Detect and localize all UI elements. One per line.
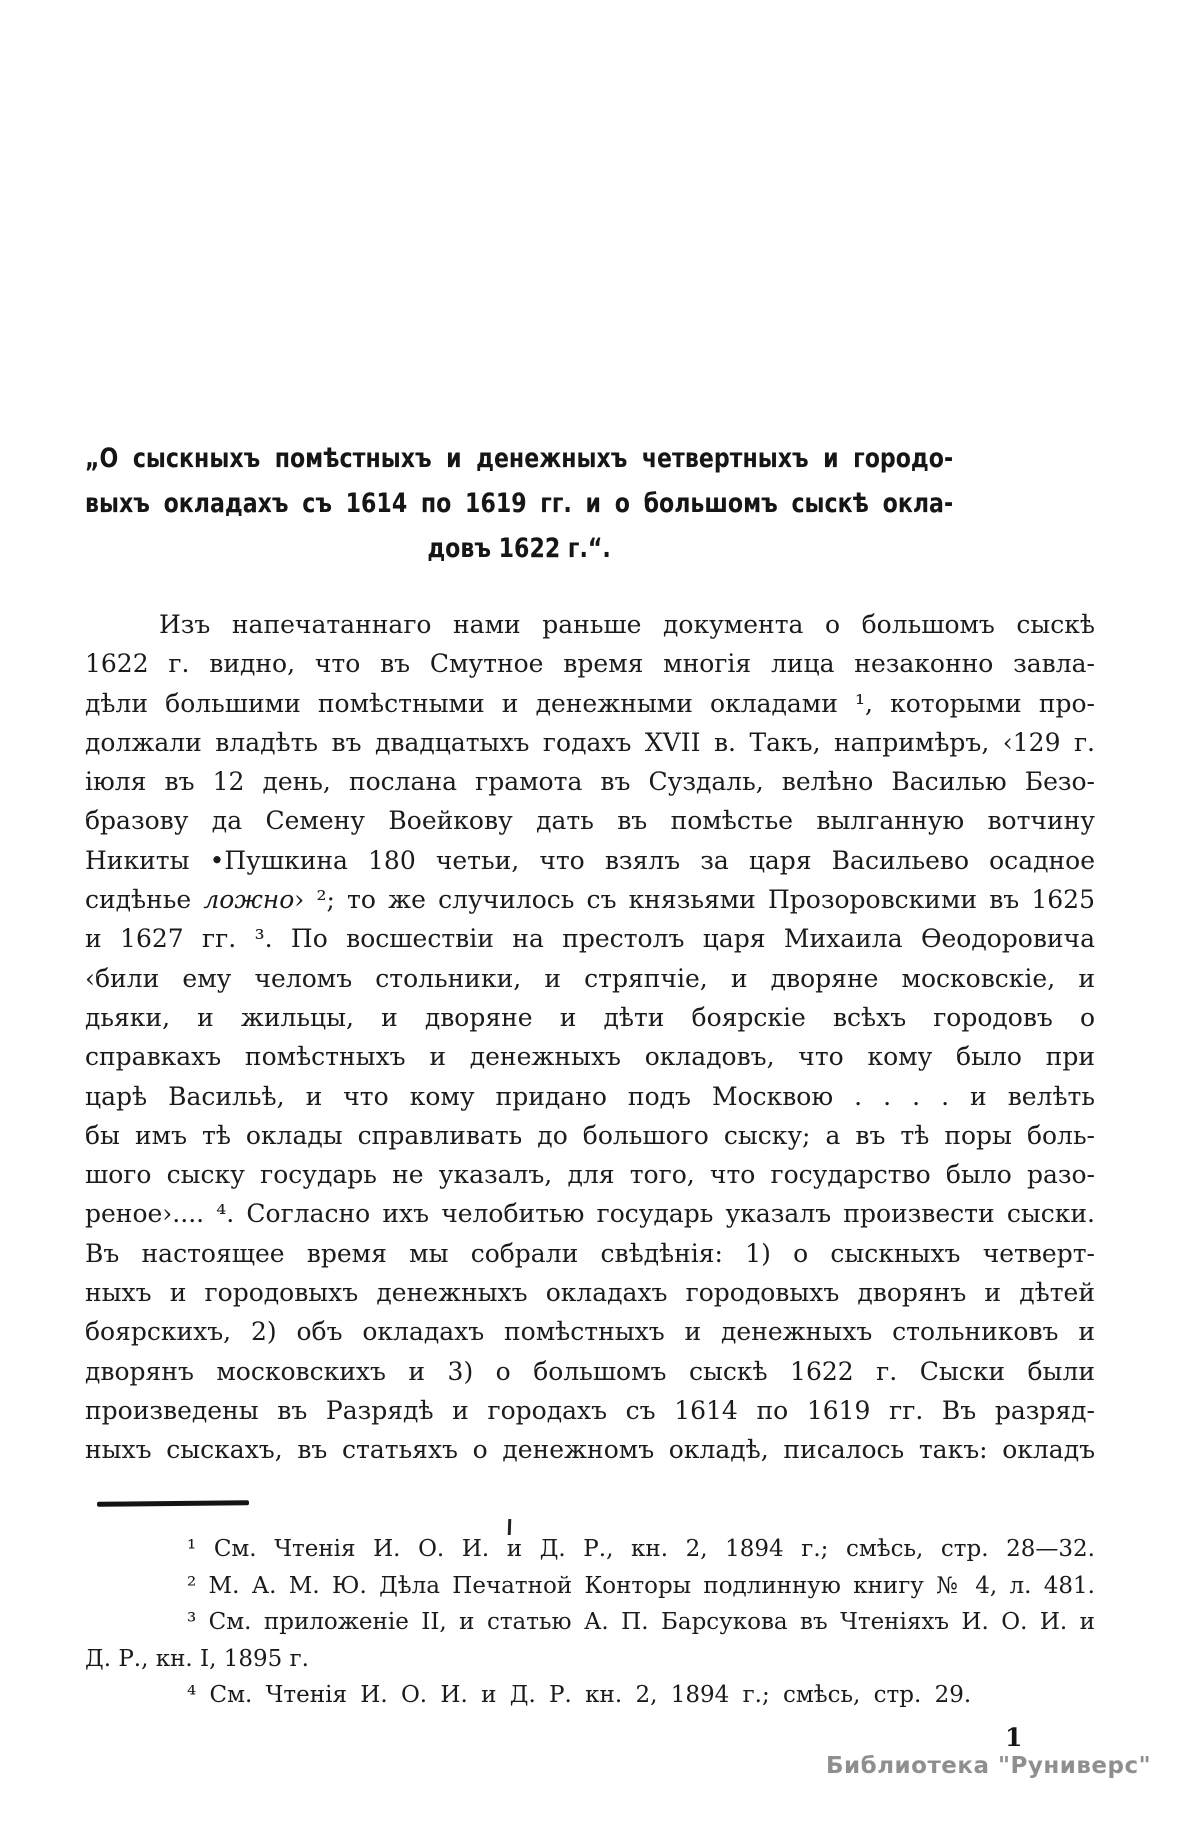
body-line: Никиты •Пушкина 180 четьи, что взялъ за царя Васильево осадное (85, 845, 1095, 875)
page-number: 1 (1005, 1723, 1023, 1752)
body-line: должали владѣть въ двадцатыхъ годахъ XVII в. Такъ, напримѣръ, ‹129 г. (85, 727, 1095, 757)
body-line: дьяки, и жильцы, и дворяне и дѣти боярскіе всѣхъ городовъ о (85, 1002, 1095, 1032)
title-line-1: „О сыскныхъ помѣстныхъ и денежныхъ четвертныхъ и городо- (85, 443, 954, 474)
body-line: реное›.... ⁴. Согласно ихъ челобитью государь указалъ произвести сыски. (85, 1199, 1095, 1229)
body-line-post: › ²; то же случилось съ князьями Прозоровскими въ 1625 (294, 885, 1095, 915)
body-line: произведены въ Разрядѣ и городахъ съ 1614 по 1619 гг. Въ разряд- (85, 1395, 1095, 1425)
body-line-with-italic (85, 880, 1095, 919)
title-line-2: выхъ окладахъ съ 1614 по 1619 гг. и о большомъ сыскѣ окла- (85, 488, 954, 519)
library-watermark: Библиотека "Руниверс" (826, 1753, 1152, 1779)
body-line: бы имъ тѣ оклады справливать до большого сыску; а въ тѣ поры боль- (85, 1120, 1095, 1150)
body-line: ныхъ и городовыхъ денежныхъ окладахъ городовыхъ дворянъ и дѣтей (85, 1278, 1095, 1308)
body-line: Изъ напечатаннаго нами раньше документа о большомъ сыскѣ (159, 610, 1095, 639)
body-line: іюля въ 12 день, послана грамота въ Суздаль, велѣно Василью Безо- (85, 767, 1095, 797)
footnote-4: ⁴ См. Чтенія И. О. И. и Д. Р. кн. 2, 1894 г.; смѣсь, стр. 29. (187, 1682, 972, 1709)
footnote-2: ² М. А. М. Ю. Дѣла Печатной Конторы подлинную книгу № 4, л. 481. (187, 1572, 1095, 1599)
body-line: 1622 г. видно, что въ Смутное время многія лица незаконно завла- (85, 649, 1095, 679)
body-line: дѣли большими помѣстными и денежными окладами ¹, которыми про- (85, 688, 1095, 718)
body-line: ‹били ему челомъ стольники, и стряпчіе, и дворяне московскіе, и (85, 963, 1095, 993)
footnote-3-line-1: ³ См. приложеніе II, и статью А. П. Барсукова въ Чтеніяхъ И. О. И. и (187, 1609, 1095, 1636)
body-paragraph (85, 605, 1095, 1470)
footnote-1: ¹ См. Чтенія И. О. И. и Д. Р., кн. 2, 1894 г.; смѣсь, стр. 28—32. (187, 1536, 1095, 1562)
body-line-pre: сидѣнье (85, 885, 204, 915)
body-line: шого сыску государь не указалъ, для того, что государство было разо- (85, 1160, 1095, 1190)
body-line-italic-word: ложно (203, 885, 295, 915)
body-line: дворянъ московскихъ и 3) о большомъ сыскѣ 1622 г. Сыски были (85, 1356, 1095, 1386)
body-line: ныхъ сыскахъ, въ статьяхъ о денежномъ окладѣ, писалось такъ: окладъ (85, 1435, 1095, 1465)
footnote-3-line-2: Д. Р., кн. I, 1895 г. (85, 1645, 309, 1672)
body-line: и 1627 гг. ³. По восшествіи на престолъ царя Михаила Ѳеодоровича (85, 924, 1095, 954)
body-line: царѣ Васильѣ, и что кому придано подъ Москвою . . . . и велѣть (85, 1081, 1095, 1111)
body-line: Въ настоящее время мы собрали свѣдѣнія: 1) о сыскныхъ четверт- (85, 1238, 1095, 1268)
article-title (85, 436, 953, 571)
body-line: справкахъ помѣстныхъ и денежныхъ окладовъ, что кому было при (85, 1042, 1095, 1072)
footnotes (85, 1531, 1095, 1714)
body-line: боярскихъ, 2) объ окладахъ помѣстныхъ и денежныхъ стольниковъ и (85, 1317, 1095, 1347)
body-line: бразову да Семену Воейкову дать въ помѣстье вылганную вотчину (85, 806, 1095, 836)
footnote-divider-rule (97, 1500, 249, 1507)
title-line-3: довъ 1622 г.“. (427, 533, 611, 564)
